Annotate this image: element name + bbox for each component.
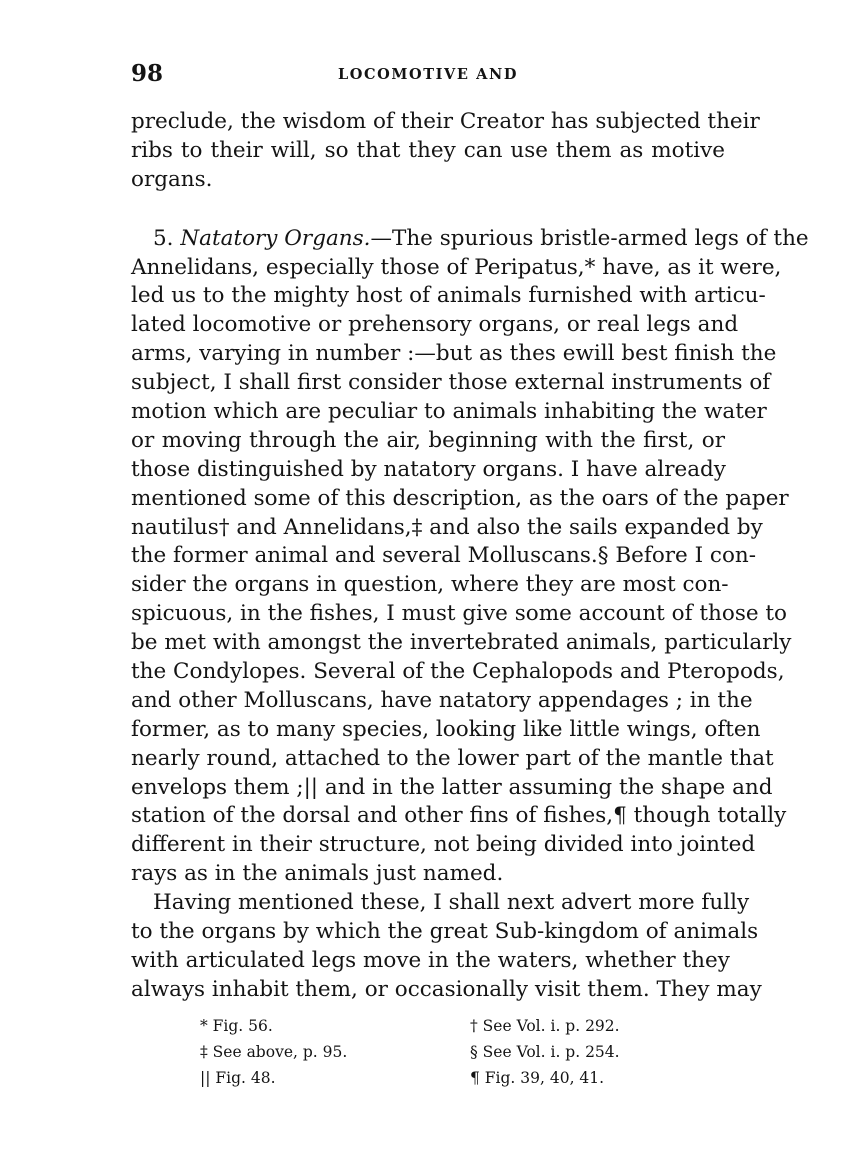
text-line: Annelidans, especially those of Peripatus,* have, as it were, [131,254,782,280]
footnote: ‡ See above, p. 95. [200,1043,348,1061]
paragraph [131,108,760,195]
text-line: arms, varying in number :—but as thes ewill best finish the [131,341,777,367]
page-header [131,60,725,92]
text-line: subject, I shall first consider those external instruments of [131,370,771,396]
text-line: sider the organs in question, where they are most con- [131,572,729,598]
page-number: 98 [131,60,164,87]
text-line: those distinguished by natatory organs. I have already [131,456,726,482]
text-line: with articulated legs move in the waters, whether they [131,947,730,973]
text-line: preclude, the wisdom of their Creator has subjected their [131,109,760,134]
text-line: spicuous, in the fishes, I must give some account of those to [131,601,787,627]
section-number: 5. [153,225,174,251]
text-line: different in their structure, not being divided into jointed [131,832,756,858]
paragraph [131,225,809,889]
footnote: † See Vol. i. p. 292. [470,1017,620,1035]
text-line: organs. [131,166,213,192]
footnote: || Fig. 48. [200,1069,276,1087]
text-line: or moving through the air, beginning with the first, or [131,427,725,453]
footnote: § See Vol. i. p. 254. [470,1043,620,1061]
text-line: mentioned some of this description, as the oars of the paper [131,485,789,511]
text-line: always inhabit them, or occasionally visit them. They may [131,976,762,1002]
text-line: station of the dorsal and other fins of fishes,¶ though totally [131,803,787,829]
footnote: ¶ Fig. 39, 40, 41. [470,1069,605,1087]
text-line: the Condylopes. Several of the Cephalopods and Pteropods, [131,659,785,685]
text-line [131,225,809,254]
text-line: motion which are peculiar to animals inhabiting the water [131,399,767,425]
text-line: lated locomotive or prehensory organs, or real legs and [131,312,739,338]
text-line: to the organs by which the great Sub-kingdom of animals [131,919,759,945]
text-line: led us to the mighty host of animals furnished with articu- [131,283,766,309]
text-line: be met with amongst the invertebrated animals, particularly [131,630,792,656]
footnotes [200,1014,670,1090]
text-line: nautilus† and Annelidans,‡ and also the sails expanded by [131,514,763,540]
text-line: ribs to their will, so that they can use them as motive [131,137,725,163]
text-line: Having mentioned these, I shall next advert more fully [153,890,750,916]
section-heading: Natatory Organs. [180,225,371,251]
text-span: —The spurious bristle-armed legs of the [370,225,809,251]
footnote: * Fig. 56. [200,1017,273,1035]
body-text [131,108,809,1005]
text-line: the former animal and several Molluscans.§ Before I con- [131,543,757,569]
paragraph [131,889,762,1005]
text-line: nearly round, attached to the lower part of the mantle that [131,745,774,771]
text-line: former, as to many species, looking like little wings, often [131,716,761,742]
text-line: and other Molluscans, have natatory appendages ; in the [131,687,753,713]
text-line: rays as in the animals just named. [131,861,504,887]
text-line: envelops them ;|| and in the latter assuming the shape and [131,774,773,800]
running-title: LOCOMOTIVE AND [337,66,519,83]
